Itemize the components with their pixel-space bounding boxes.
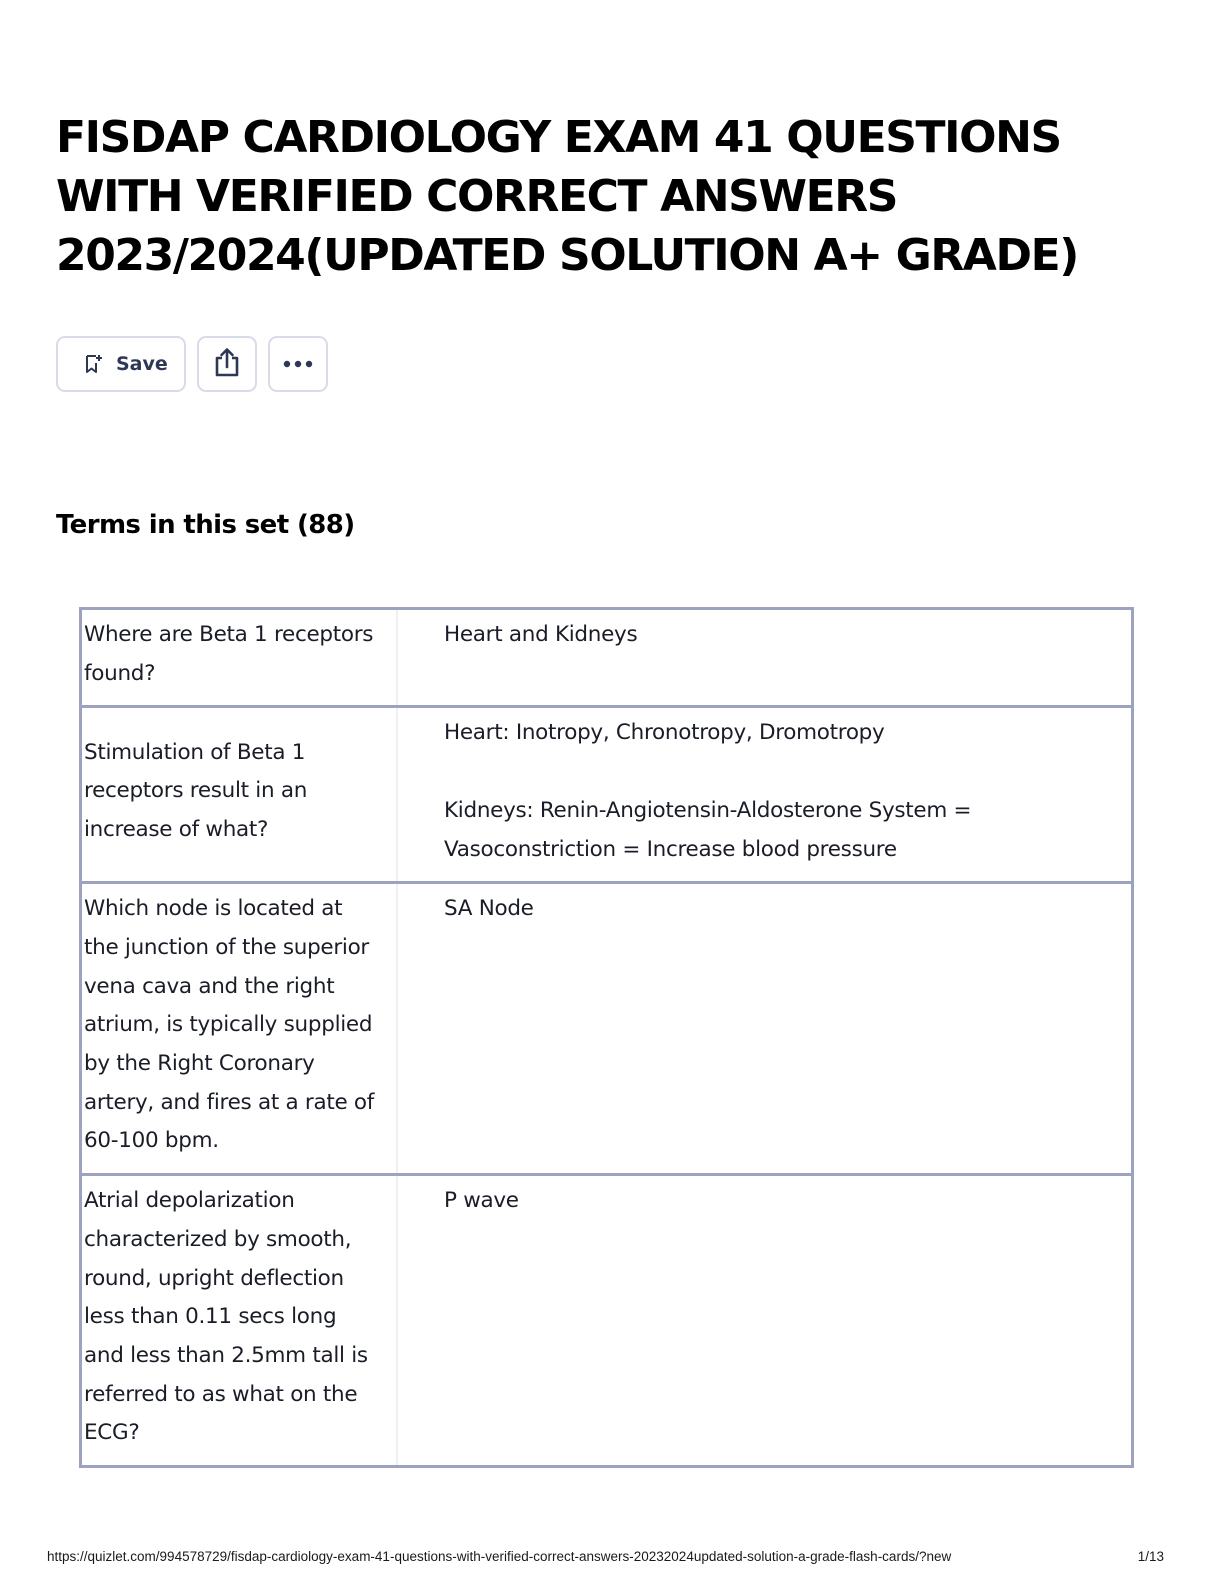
- more-horizontal-icon: [283, 355, 313, 373]
- terms-table: [79, 607, 1134, 1468]
- share-icon: [213, 347, 241, 382]
- definition-text: Heart: Inotropy, Chronotropy, Dromotropy Kidneys: Renin-Angiotensin-Aldosterone System = Vasoconstriction = Increase blood pressure: [444, 720, 972, 862]
- definition-text: P wave: [444, 1188, 519, 1214]
- share-button[interactable]: [197, 336, 257, 392]
- term-text: Which node is located at the junction of the superior vena cava and the right atrium, is typically supplied by the Right Coronary artery, and fires at a rate of 60-100 bpm.: [82, 884, 398, 1173]
- page-title: FISDAP CARDIOLOGY EXAM 41 QUESTIONS WITH VERIFIED CORRECT ANSWERS 2023/2024(UPDATED SOLUTION A+ GRADE): [56, 112, 1078, 281]
- page-url: https://quizlet.com/994578729/fisdap-cardiology-exam-41-questions-with-verified-correct-answers-20232024updated-solution-a-grade-flash-cards/?new: [47, 1549, 952, 1564]
- term-text-content: Stimulation of Beta 1 receptors result in an increase of what?: [84, 739, 308, 843]
- save-label: Save: [116, 353, 168, 375]
- term-text: Atrial depolarization characterized by smooth, round, upright deflection less than 0.11 secs long and less than 2.5mm tall is referred to as what on the ECG?: [82, 1176, 398, 1465]
- term-row: [82, 610, 1131, 705]
- term-row: [82, 705, 1131, 881]
- term-row: [82, 1173, 1131, 1465]
- term-row: [82, 881, 1131, 1173]
- definition-text: Heart and Kidneys: [444, 622, 638, 647]
- page-number: 1/13: [1137, 1549, 1164, 1564]
- save-button[interactable]: [56, 336, 186, 392]
- bookmark-icon: [84, 354, 102, 374]
- definition-text: SA Node: [444, 896, 534, 922]
- terms-heading: Terms in this set (88): [56, 510, 355, 540]
- term-text: [82, 708, 398, 881]
- more-options-button[interactable]: [268, 336, 328, 392]
- term-text: Where are Beta 1 receptors found?: [82, 610, 398, 705]
